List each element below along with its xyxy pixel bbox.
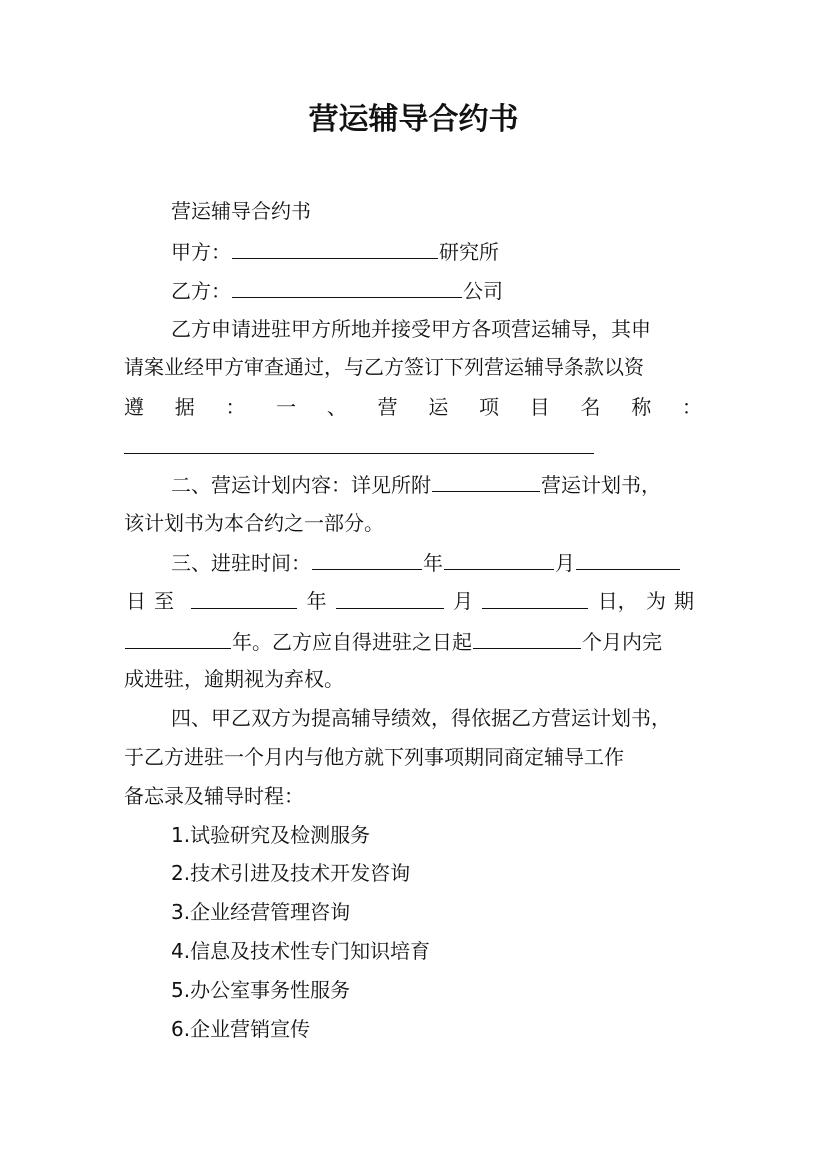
list-item: 1.试验研究及检测服务 <box>171 823 371 847</box>
item4-line2: 于乙方进驻一个月内与他方就下列事项期同商定辅导工作 <box>124 745 624 769</box>
char: 目 <box>529 395 550 419</box>
month-blank-2 <box>336 586 444 609</box>
char: 运 <box>428 395 449 419</box>
list-item: 6.企业营销宣传 <box>171 1017 311 1041</box>
para1-line1: 乙方申请进驻甲方所地并接受甲方各项营运辅导，其申 <box>171 317 651 341</box>
document-heading: 营运辅导合约书 <box>171 199 311 223</box>
day-blank <box>576 547 680 570</box>
list-item: 4.信息及技术性专门知识培育 <box>171 939 431 963</box>
project-name-blank <box>124 453 594 454</box>
year-blank <box>312 547 422 570</box>
month-blank <box>444 547 554 570</box>
party-a-blank <box>232 236 438 259</box>
party-a-line <box>171 236 499 267</box>
item2-prefix: 二、营运计划内容：详见所附 <box>171 473 431 497</box>
item4-line1: 四、甲乙双方为提高辅导绩效，得依据乙方营运计划书， <box>171 706 671 730</box>
list-item: 2.技术引进及技术开发咨询 <box>171 861 411 885</box>
item4-line3: 备忘录及辅导时程： <box>124 784 304 808</box>
para1-line3 <box>124 392 702 422</box>
char: 遵 <box>124 395 144 419</box>
year-blank-2 <box>191 586 297 609</box>
months-blank <box>473 626 581 649</box>
char: 称 <box>631 395 652 419</box>
plan-blank <box>432 469 540 492</box>
day-to: 日至 <box>126 589 182 613</box>
period-label: 为期 <box>645 589 702 613</box>
party-b-line <box>171 275 503 306</box>
list-item: 5.办公室事务性服务 <box>171 978 351 1002</box>
para1-line2: 请案业经甲方审查通过，与乙方签订下列营运辅导条款以资 <box>124 355 644 379</box>
item3-line1 <box>171 547 681 578</box>
item3-line3-end: 个月内完 <box>582 630 662 654</box>
year-blank-3 <box>125 626 231 649</box>
month-label-2: 月 <box>453 589 474 613</box>
day-blank-2 <box>482 586 588 609</box>
item3-line4: 成进驻，逾期视为弃权。 <box>124 667 344 691</box>
item2-suffix: 营运计划书， <box>541 473 661 497</box>
item3-line3 <box>124 626 662 657</box>
char: 营 <box>377 395 398 419</box>
year-label-2: 年 <box>306 589 327 613</box>
party-b-suffix: 公司 <box>463 279 503 303</box>
party-a-label: 甲方： <box>171 240 231 264</box>
item2-line2: 该计划书为本合约之一部分。 <box>124 511 384 535</box>
item3-prefix: 三、进驻时间： <box>171 551 311 575</box>
document-title: 营运辅导合约书 <box>308 102 519 137</box>
char: 一 <box>276 395 297 419</box>
party-b-label: 乙方： <box>171 279 231 303</box>
char: 项 <box>479 395 500 419</box>
item3-line3-text: 年。乙方应自得进驻之日起 <box>232 630 472 654</box>
char: 、 <box>326 395 347 419</box>
char: ： <box>225 395 246 419</box>
item3-line2 <box>126 586 702 616</box>
day-comma: 日， <box>597 589 638 613</box>
party-b-blank <box>232 275 462 298</box>
month-label: 月 <box>555 551 575 575</box>
char: ： <box>681 395 702 419</box>
char: 据 <box>174 395 195 419</box>
party-a-suffix: 研究所 <box>439 240 499 264</box>
char: 名 <box>580 395 601 419</box>
year-label: 年 <box>423 551 443 575</box>
item2-line1 <box>171 469 661 500</box>
list-item: 3.企业经营管理咨询 <box>171 900 351 924</box>
